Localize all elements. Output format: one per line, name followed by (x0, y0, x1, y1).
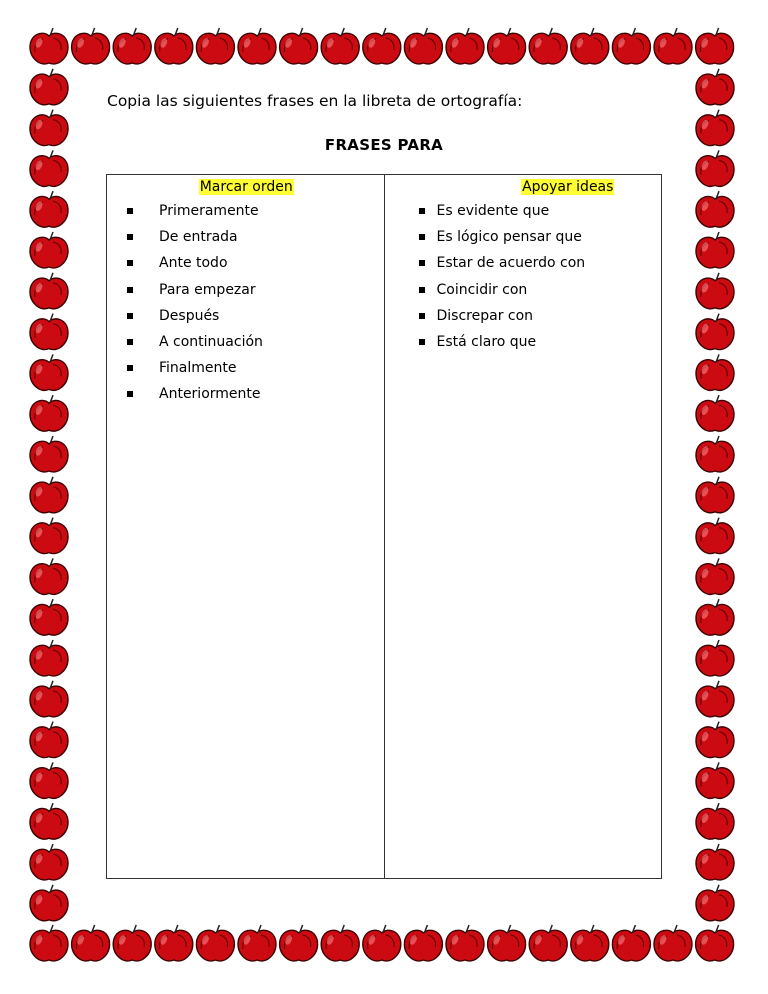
apple-icon (30, 599, 68, 635)
apple-icon (30, 395, 68, 431)
apple-icon (696, 599, 734, 635)
apple-icon (696, 681, 734, 717)
apple-icon (696, 354, 734, 390)
list-item: De entrada (107, 227, 384, 253)
apple-icon (446, 925, 484, 961)
apple-icon (113, 925, 151, 961)
phrase-list (107, 201, 384, 411)
apple-icon (696, 762, 734, 798)
column-apoyar-ideas (384, 175, 662, 878)
apple-icon (696, 925, 734, 961)
phrase-table (106, 174, 662, 879)
apple-icon (30, 844, 68, 880)
apple-icon (696, 477, 734, 513)
apple-icon (72, 28, 110, 64)
apple-icon (113, 28, 151, 64)
apple-icon (363, 28, 401, 64)
bullet-icon (419, 287, 425, 293)
bullet-icon (127, 260, 133, 266)
apple-icon (196, 925, 234, 961)
apple-icon (30, 885, 68, 921)
list-item: Primeramente (107, 201, 384, 227)
bullet-icon (127, 234, 133, 240)
apple-icon (72, 925, 110, 961)
page-heading: FRASES PARA (324, 136, 444, 154)
apple-icon (30, 314, 68, 350)
column-marcar-orden (107, 175, 384, 878)
list-item: Está claro que (385, 332, 662, 358)
apple-icon (30, 191, 68, 227)
instruction-text: Copia las siguientes frases en la libreta de ortografía: (107, 92, 523, 110)
apple-icon (363, 925, 401, 961)
bullet-icon (419, 339, 425, 345)
bullet-icon (127, 287, 133, 293)
apple-icon (696, 885, 734, 921)
apple-icon (30, 518, 68, 554)
apple-icon (612, 925, 650, 961)
bullet-icon (127, 208, 133, 214)
bullet-icon (127, 391, 133, 397)
bullet-icon (127, 313, 133, 319)
apple-icon (696, 844, 734, 880)
apple-icon (654, 28, 692, 64)
apple-icon (529, 925, 567, 961)
list-item: Es evidente que (385, 201, 662, 227)
apple-icon (612, 28, 650, 64)
list-item: Coincidir con (385, 280, 662, 306)
apple-icon (30, 273, 68, 309)
apple-icon (30, 69, 68, 105)
apple-icon (696, 395, 734, 431)
list-item: Es lógico pensar que (385, 227, 662, 253)
apple-icon (321, 925, 359, 961)
apple-icon (30, 640, 68, 676)
apple-icon (30, 354, 68, 390)
apple-icon (696, 518, 734, 554)
apple-icon (280, 28, 318, 64)
apple-icon (30, 436, 68, 472)
list-item: Después (107, 306, 384, 332)
bullet-icon (419, 313, 425, 319)
apple-icon (696, 558, 734, 594)
apple-icon (696, 436, 734, 472)
list-item: Estar de acuerdo con (385, 253, 662, 279)
apple-icon (696, 273, 734, 309)
list-item: A continuación (107, 332, 384, 358)
apple-icon (654, 925, 692, 961)
apple-icon (238, 925, 276, 961)
list-item: Ante todo (107, 253, 384, 279)
apple-icon (696, 150, 734, 186)
apple-icon (696, 191, 734, 227)
apple-icon (404, 28, 442, 64)
bullet-icon (419, 260, 425, 266)
apple-icon (155, 925, 193, 961)
list-item: Finalmente (107, 358, 384, 384)
apple-icon (30, 762, 68, 798)
list-item: Para empezar (107, 280, 384, 306)
apple-icon (696, 803, 734, 839)
apple-icon (280, 925, 318, 961)
list-item: Discrepar con (385, 306, 662, 332)
apple-icon (488, 28, 526, 64)
bullet-icon (127, 339, 133, 345)
apple-icon (30, 28, 68, 64)
apple-icon (696, 640, 734, 676)
bullet-icon (127, 365, 133, 371)
column-title: Apoyar ideas (522, 179, 614, 195)
apple-icon (404, 925, 442, 961)
apple-icon (30, 681, 68, 717)
bullet-icon (419, 234, 425, 240)
phrase-list (385, 201, 662, 358)
apple-icon (446, 28, 484, 64)
apple-icon (696, 314, 734, 350)
apple-icon (571, 925, 609, 961)
apple-icon (238, 28, 276, 64)
apple-icon (30, 925, 68, 961)
apple-icon (696, 69, 734, 105)
apple-icon (30, 477, 68, 513)
apple-icon (196, 28, 234, 64)
apple-icon (30, 232, 68, 268)
apple-icon (155, 28, 193, 64)
apple-icon (571, 28, 609, 64)
apple-icon (529, 28, 567, 64)
apple-icon (321, 28, 359, 64)
apple-icon (30, 558, 68, 594)
apple-icon (696, 232, 734, 268)
apple-icon (488, 925, 526, 961)
apple-icon (30, 803, 68, 839)
apple-icon (696, 722, 734, 758)
list-item: Anteriormente (107, 384, 384, 410)
column-title: Marcar orden (199, 179, 293, 195)
apple-icon (30, 722, 68, 758)
bullet-icon (419, 208, 425, 214)
apple-icon (696, 28, 734, 64)
apple-icon (30, 150, 68, 186)
